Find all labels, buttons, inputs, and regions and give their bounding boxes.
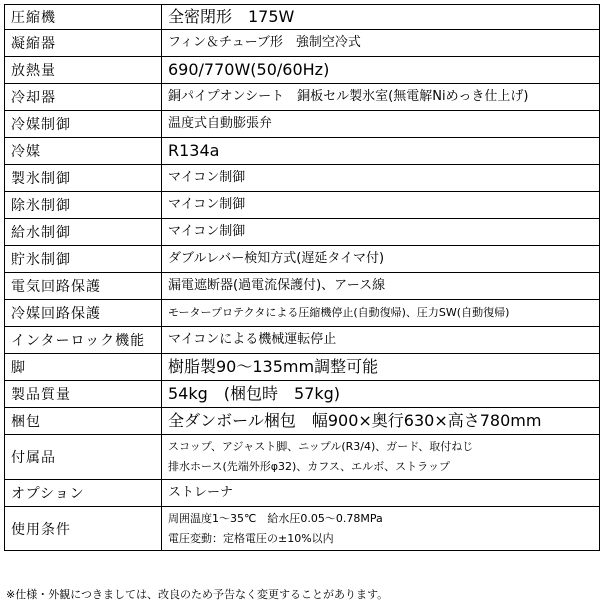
spec-row bbox=[5, 273, 600, 300]
spec-label: 冷媒制御 bbox=[5, 111, 162, 138]
spec-row bbox=[5, 327, 600, 354]
spec-label: 電気回路保護 bbox=[5, 273, 162, 300]
spec-label: 使用条件 bbox=[5, 507, 162, 551]
spec-value bbox=[162, 300, 600, 327]
spec-label: オプション bbox=[5, 480, 162, 507]
spec-row bbox=[5, 138, 600, 165]
spec-row bbox=[5, 84, 600, 111]
spec-row bbox=[5, 507, 600, 551]
spec-label: 凝縮器 bbox=[5, 30, 162, 57]
spec-value bbox=[162, 84, 600, 111]
spec-value-line: マイコン制御 bbox=[168, 170, 246, 185]
spec-label: 給水制御 bbox=[5, 219, 162, 246]
spec-label: 製品質量 bbox=[5, 381, 162, 408]
spec-value bbox=[162, 381, 600, 408]
spec-value-line: マイコンによる機械運転停止 bbox=[168, 332, 337, 347]
spec-label: インターロック機能 bbox=[5, 327, 162, 354]
spec-value-line: マイコン制御 bbox=[168, 224, 246, 239]
spec-value bbox=[162, 480, 600, 507]
spec-value-line: ダブルレバー検知方式(遅延タイマ付) bbox=[168, 251, 385, 266]
spec-label: 冷媒回路保護 bbox=[5, 300, 162, 327]
spec-value-line: フィン＆チューブ形 強制空冷式 bbox=[168, 35, 361, 50]
spec-value bbox=[162, 111, 600, 138]
spec-row bbox=[5, 300, 600, 327]
spec-row bbox=[5, 192, 600, 219]
spec-label: 除氷制御 bbox=[5, 192, 162, 219]
spec-row bbox=[5, 246, 600, 273]
spec-label: 冷媒 bbox=[5, 138, 162, 165]
spec-value bbox=[162, 408, 600, 435]
spec-value-line: 54kg (梱包時 57kg) bbox=[168, 384, 341, 403]
spec-value-line: R134a bbox=[168, 141, 220, 160]
spec-value bbox=[162, 354, 600, 381]
spec-value bbox=[162, 273, 600, 300]
spec-value bbox=[162, 246, 600, 273]
spec-row bbox=[5, 57, 600, 84]
spec-value bbox=[162, 138, 600, 165]
spec-table bbox=[4, 4, 600, 551]
spec-label: 貯氷制御 bbox=[5, 246, 162, 273]
spec-value-line: モータープロテクタによる圧縮機停止(自動復帰)、圧力SW(自動復帰) bbox=[168, 306, 510, 319]
spec-value bbox=[162, 507, 600, 551]
spec-row bbox=[5, 219, 600, 246]
spec-value-line: マイコン制御 bbox=[168, 197, 246, 212]
spec-label: 梱包 bbox=[5, 408, 162, 435]
spec-value-line: 690/770W(50/60Hz) bbox=[168, 60, 330, 79]
spec-row bbox=[5, 381, 600, 408]
spec-value-line: 排水ホース(先端外形φ32)、カフス、エルボ、ストラップ bbox=[168, 460, 450, 473]
spec-table-body bbox=[5, 5, 600, 551]
spec-row bbox=[5, 480, 600, 507]
spec-label: 脚 bbox=[5, 354, 162, 381]
spec-value bbox=[162, 30, 600, 57]
spec-value bbox=[162, 327, 600, 354]
spec-value-line: 樹脂製90～135mm調整可能 bbox=[168, 357, 379, 376]
spec-value-line: 漏電遮断器(過電流保護付)、アース線 bbox=[168, 278, 386, 293]
spec-value-line: 電圧変動：定格電圧の±10%以内 bbox=[168, 531, 334, 545]
spec-value bbox=[162, 192, 600, 219]
spec-value bbox=[162, 435, 600, 480]
spec-value bbox=[162, 57, 600, 84]
spec-row bbox=[5, 5, 600, 30]
spec-value-line: 温度式自動膨張弁 bbox=[168, 116, 273, 131]
spec-value-line: 全密閉形 175W bbox=[168, 7, 295, 26]
spec-value-line: スコップ、アジャスト脚、ニップル(R3/4)、ガード、取付ねじ bbox=[168, 440, 474, 453]
spec-value bbox=[162, 219, 600, 246]
spec-label: 製氷制御 bbox=[5, 165, 162, 192]
spec-value-line: ストレーナ bbox=[168, 485, 234, 500]
spec-value bbox=[162, 165, 600, 192]
spec-label: 冷却器 bbox=[5, 84, 162, 111]
spec-value bbox=[162, 5, 600, 30]
spec-row bbox=[5, 408, 600, 435]
spec-value-line: 周囲温度1～35℃ 給水圧0.05～0.78MPa bbox=[168, 511, 383, 525]
spec-row bbox=[5, 435, 600, 480]
spec-label: 圧縮機 bbox=[5, 5, 162, 30]
spec-row bbox=[5, 165, 600, 192]
spec-row bbox=[5, 30, 600, 57]
spec-row bbox=[5, 111, 600, 138]
spec-row bbox=[5, 354, 600, 381]
spec-value-line: 全ダンボール梱包 幅900×奥行630×高さ780mm bbox=[168, 411, 542, 430]
spec-label: 付属品 bbox=[5, 435, 162, 480]
spec-label: 放熱量 bbox=[5, 57, 162, 84]
footnote: ※仕様・外観につきましては、改良のため予告なく変更することがあります。 bbox=[6, 588, 389, 601]
spec-value-line: 銅パイプオンシート 銅板セル製氷室(無電解Niめっき仕上げ) bbox=[168, 89, 529, 104]
